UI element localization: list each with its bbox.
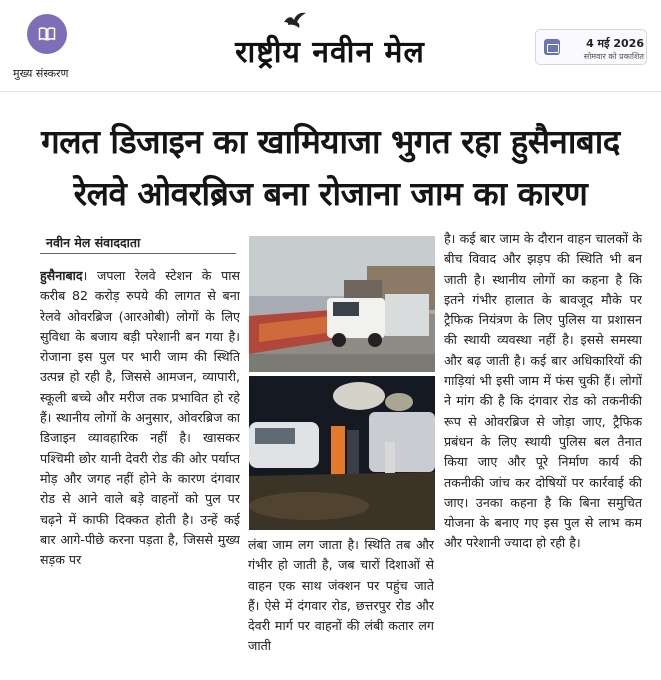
edition-date: 4 मई 2026: [586, 37, 644, 50]
column-1-text: । जपला रेलवे स्टेशन के पास करीब 82 करोड़ रुपये की लागत से बना रेलवे ओवरब्रिज (आरओबी) लोगों के लिए सुविधा के बजाय बड़ी परेशानी बन गया है। रोजाना इस पुल पर भारी जाम की स्थिति उत्पन्न हो रही है, जिससे आमजन, व्यापारी, स्कूली बच्चे और मरीज तक प्रभावित हो रहे हैं। स्थानीय लोगों के अनुसार, ओवरब्रिज का डिजाइन व्यावहारिक नहीं है। खासकर पश्चिमी छोर यानी देवरी रोड की ओर पर्याप्त मोड़ और जगह नहीं होने के कारण दंगवार रोड से आने वाले बड़े वाहनों को पुल पर चढ़ने में काफी दिक्कत होती है। उन्हें कई बार आगे-पीछे करना पड़ता है, जिससे मुख्य सड़क पर: [40, 268, 240, 568]
top-app-bar: [0, 0, 661, 92]
headline-line-2: रेलवे ओवरब्रिज बना रोजाना जाम का कारण: [73, 174, 588, 213]
headline-line-1: गलत डिजाइन का खामियाजा भुगत रहा हुसैनाबाद: [41, 122, 620, 161]
traffic-jam-photo: [249, 236, 435, 530]
article-column-1: [40, 266, 240, 664]
article-column-3: है। कई बार जाम के दौरान वाहन चालकों के बीच विवाद और झड़प की स्थिति भी बन जाती है। स्थानीय लोगों का कहना है कि इतने गंभीर हालात के बावजूद मौके पर ट्रैफिक नियंत्रण के लिए पुलिस या प्रशासन की स्थायी व्यवस्था नहीं है। इससे समस्या और बढ़ जाती है। कई बार अधिकारियों की गाड़ियां भी इसी जाम में फंस चुकी हैं। लोगों ने मांग की है कि दंगवार रोड को तकनीकी रूप से ओवरब्रिज से जोड़ा जाए, ट्रैफिक प्रबंधन के लिए स्थायी पुलिस बल तैनात किया जाए और पूरे निर्माण कार्य की तकनीकी जांच कर दोषियों पर कार्रवाई की जाए। उनका कहना है कि बिना समुचित योजना के बनाए गए इस पुल से लाभ कम और परेशानी ज्यादा हो रही है।: [444, 231, 642, 551]
dateline: हुसैनाबाद: [40, 268, 83, 283]
masthead-title: राष्ट्रीय नवीन मेल: [235, 35, 425, 70]
byline: नवीन मेल संवाददाता: [46, 235, 141, 250]
date-selector[interactable]: [535, 29, 647, 65]
article-column-2: लंबा जाम लग जाता है। स्थिति तब और गंभीर हो जाती है, जब चारों दिशाओं से वाहन एक साथ जंक्शन पर पहुंच जाते हैं। ऐसे में दंगवार रोड, छत्तरपुर रोड और देवरी मार्ग पर वाहनों की लंबी कतार लग जाती: [248, 537, 434, 654]
byline-divider: [40, 253, 236, 254]
edition-button[interactable]: [27, 14, 67, 54]
book-icon: [37, 24, 57, 44]
edition-label[interactable]: मुख्य संस्करण: [13, 67, 69, 80]
calendar-icon[interactable]: [544, 39, 560, 55]
article-photo: [249, 236, 435, 530]
bird-icon: [282, 10, 308, 32]
published-day: सोमवार को प्रकाशित: [583, 52, 644, 61]
